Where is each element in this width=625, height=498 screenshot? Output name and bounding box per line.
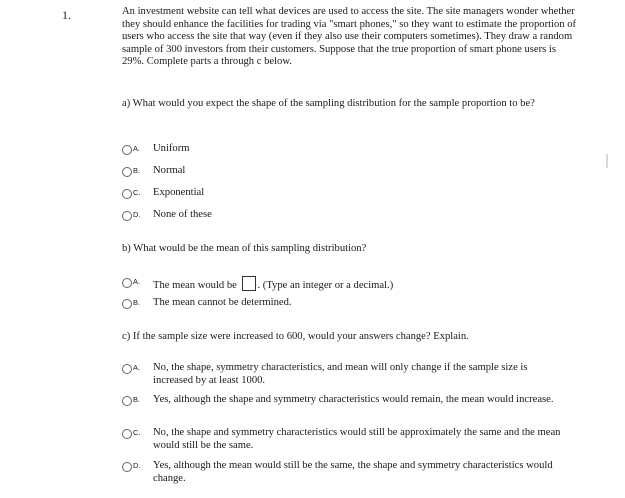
radio-button[interactable] — [122, 189, 132, 199]
option-text: None of these — [153, 209, 212, 220]
option-letter: A. — [133, 144, 141, 153]
radio-button[interactable] — [122, 278, 132, 288]
option-letter: D. — [133, 461, 141, 470]
mean-prompt: The mean would be — [153, 280, 237, 291]
option-text: The mean cannot be determined. — [153, 297, 292, 308]
mean-hint: . (Type an integer or a decimal.) — [257, 280, 394, 291]
part-a-question: a) What would you expect the shape of the sampling distribution for the sample proportion to be? — [122, 98, 535, 109]
option-letter: D. — [133, 210, 141, 219]
option-letter: B. — [133, 298, 141, 307]
option-text: Uniform — [153, 143, 190, 154]
option-text: Yes, although the shape and symmetry characteristics would remain, the mean would increase. — [153, 394, 554, 405]
radio-button[interactable] — [122, 145, 132, 155]
radio-button[interactable] — [122, 396, 132, 406]
option-letter: B. — [133, 166, 141, 175]
mean-answer-input[interactable] — [242, 276, 256, 291]
radio-button[interactable] — [122, 167, 132, 177]
radio-button[interactable] — [122, 462, 132, 472]
option-text: Normal — [153, 165, 186, 176]
radio-button[interactable] — [122, 364, 132, 374]
option-letter: C. — [133, 188, 141, 197]
radio-button[interactable] — [122, 299, 132, 309]
option-text — [153, 276, 563, 293]
option-letter: A. — [133, 277, 141, 286]
option-text: No, the shape, symmetry characteristics, and mean will only change if the sample size is increased by at least 1000. — [153, 362, 528, 386]
scan-margin-mark — [606, 154, 608, 168]
option-text: Yes, although the mean would still be the same, the shape and symmetry characteristics would change. — [153, 460, 553, 484]
option-text: No, the shape and symmetry characteristics would still be approximately the same and the mean would still be the same. — [153, 427, 561, 451]
radio-button[interactable] — [122, 211, 132, 221]
option-letter: A. — [133, 363, 141, 372]
radio-button[interactable] — [122, 429, 132, 439]
question-number: 1. — [62, 8, 71, 22]
part-b-question: b) What would be the mean of this sampling distribution? — [122, 243, 367, 254]
option-letter: B. — [133, 395, 141, 404]
part-c-question: c) If the sample size were increased to 600, would your answers change? Explain. — [122, 331, 469, 342]
option-text: Exponential — [153, 187, 205, 198]
option-letter: C. — [133, 428, 141, 437]
problem-statement: An investment website can tell what devices are used to access the site. The site managers wonder whether they should enhance the facilities for trading via "smart phones," so they want to estimate the proportion of users who access the site that way (even if they also use their computers sometimes). They draw a random sample of 300 investors from their customers. Suppose that the true proportion of smart phone users is 29%. Complete parts a through c below. — [122, 6, 577, 68]
